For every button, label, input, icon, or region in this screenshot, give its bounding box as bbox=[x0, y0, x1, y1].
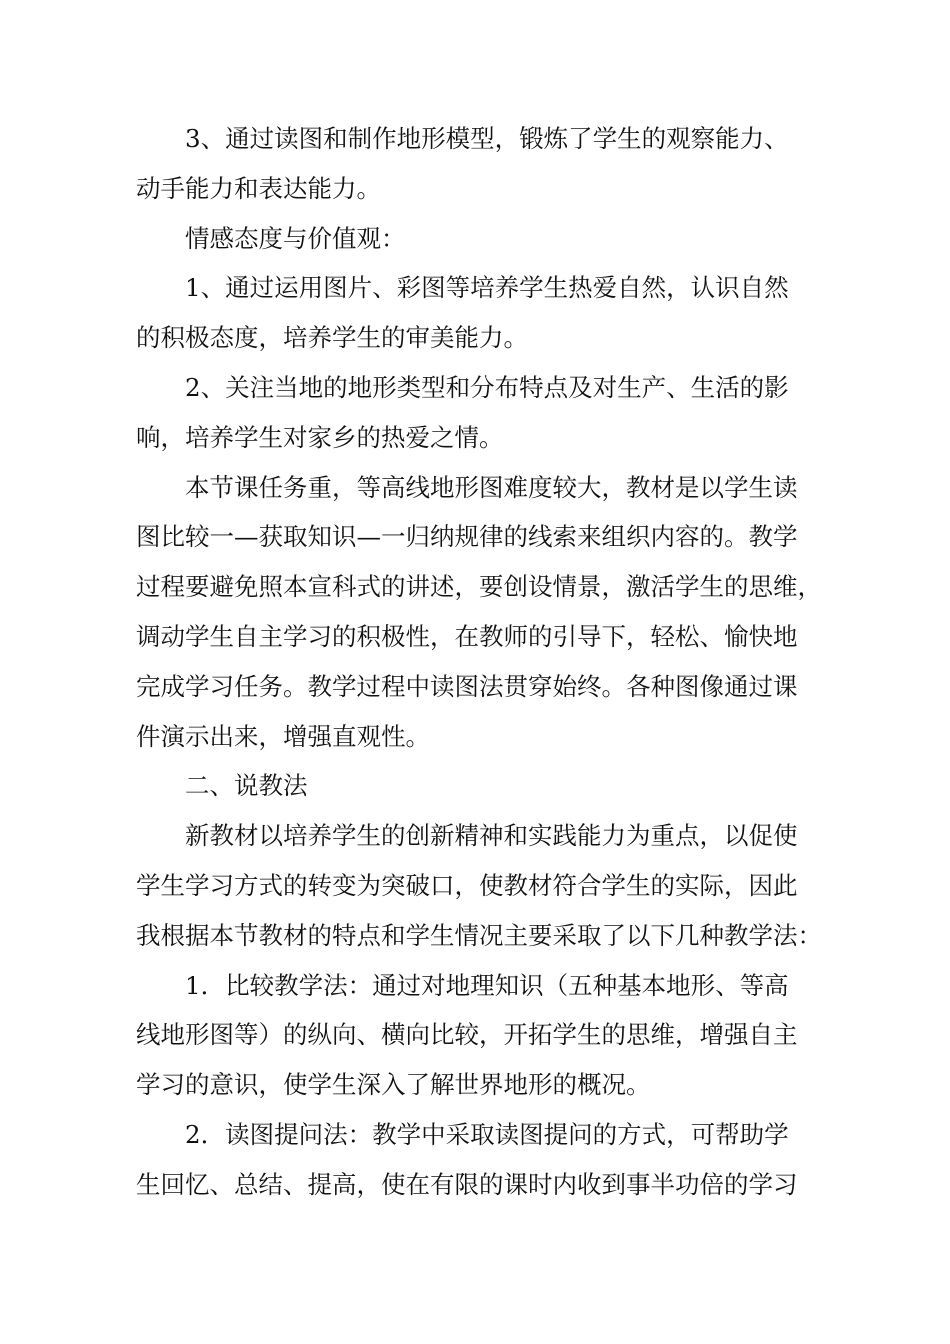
text-line: 学生学习方式的转变为突破口，使教材符合学生的实际，因此 bbox=[136, 870, 798, 900]
text-line: 动手能力和表达能力。 bbox=[136, 173, 381, 203]
text-line: 过程要避免照本宣科式的讲述，要创设情景，激活学生的思维， bbox=[136, 572, 822, 602]
document-body bbox=[136, 114, 842, 1210]
section-heading: 二、说教法 bbox=[185, 771, 308, 801]
text-line: 线地形图等）的纵向、横向比较，开拓学生的思维，增强自主 bbox=[136, 1020, 798, 1050]
text-line: 的积极态度，培养学生的审美能力。 bbox=[136, 323, 528, 353]
text-line: 2、关注当地的地形类型和分布特点及对生产、生活的影 bbox=[185, 372, 789, 402]
text-line: 生回忆、总结、提高，使在有限的课时内收到事半功倍的学习 bbox=[136, 1169, 798, 1199]
text-line: 1．比较教学法：通过对地理知识（五种基本地形、等高 bbox=[185, 970, 789, 1000]
text-line: 1、通过运用图片、彩图等培养学生热爱自然，认识自然 bbox=[185, 273, 789, 303]
text-line: 3、通过读图和制作地形模型，锻炼了学生的观察能力、 bbox=[185, 124, 789, 153]
text-line: 件演示出来，增强直观性。 bbox=[136, 721, 430, 751]
text-line: 学习的意识，使学生深入了解世界地形的概况。 bbox=[136, 1070, 651, 1100]
text-line: 我根据本节教材的特点和学生情况主要采取了以下几种教学法： bbox=[136, 920, 822, 950]
text-line: 本节课任务重，等高线地形图难度较大，教材是以学生读 bbox=[185, 472, 798, 502]
text-line: 2．读图提问法：教学中采取读图提问的方式，可帮助学 bbox=[185, 1119, 789, 1149]
text-line: 响，培养学生对家乡的热爱之情。 bbox=[136, 422, 504, 452]
text-line: 新教材以培养学生的创新精神和实践能力为重点，以促使 bbox=[185, 821, 798, 851]
text-line: 图比较一—获取知识—一归纳规律的线索来组织内容的。教学 bbox=[136, 522, 798, 552]
section-heading: 情感态度与价值观： bbox=[185, 223, 406, 253]
text-line: 完成学习任务。教学过程中读图法贯穿始终。各种图像通过课 bbox=[136, 671, 798, 701]
text-line: 调动学生自主学习的积极性，在教师的引导下，轻松、愉快地 bbox=[136, 621, 798, 651]
